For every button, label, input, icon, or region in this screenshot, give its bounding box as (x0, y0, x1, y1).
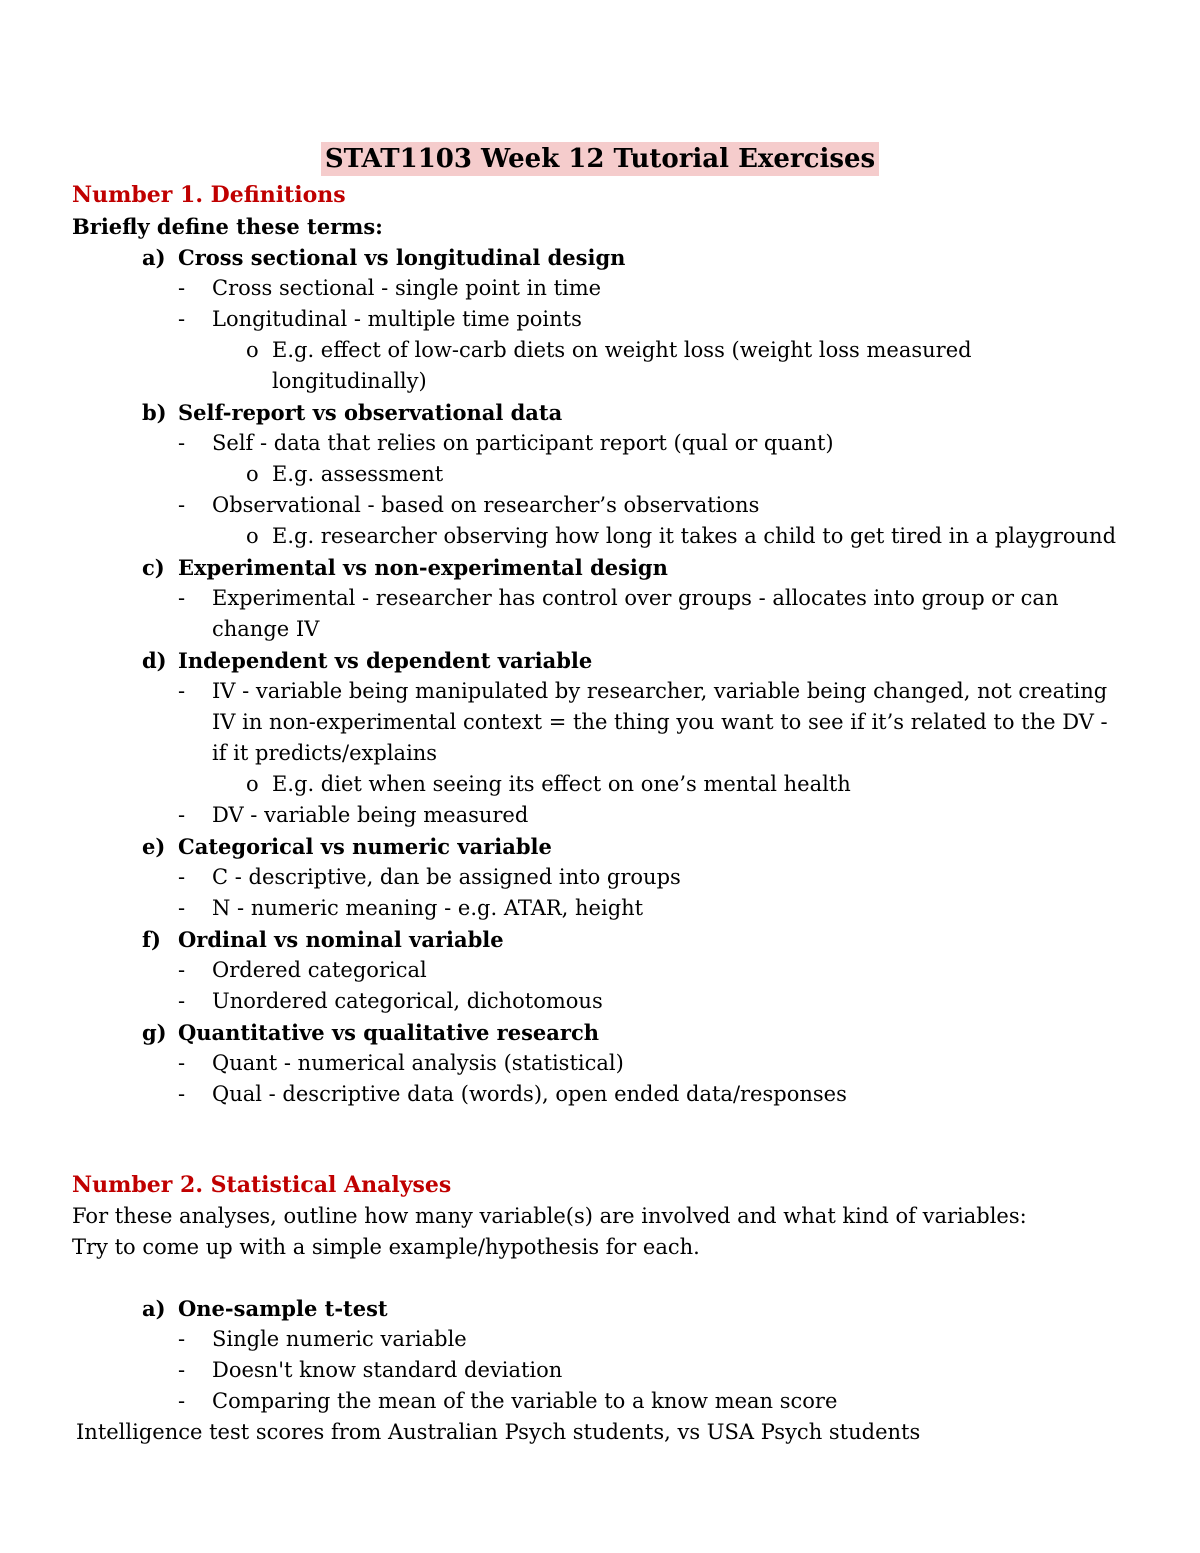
dash-bullet-icon: - (178, 493, 186, 517)
section-2-list (72, 1293, 1128, 1417)
list-item (72, 242, 1128, 273)
document-page (72, 142, 1128, 1448)
sub-bullet-text: E.g. diet when seeing its effect on one’s mental health (272, 772, 851, 796)
sub-bullet-item (72, 335, 1128, 397)
section-2-intro-2: Try to come up with a simple example/hypothesis for each. (72, 1235, 700, 1259)
bullet-item (72, 583, 1128, 645)
list-item (72, 1017, 1128, 1048)
bullet-item (72, 862, 1128, 893)
document-title: STAT1103 Week 12 Tutorial Exercises (321, 142, 879, 176)
bullet-item (72, 676, 1128, 769)
bullet-text: N - numeric meaning - e.g. ATAR, height (212, 896, 644, 920)
bullet-text: Self - data that relies on participant report (qual or quant) (212, 431, 834, 455)
dash-bullet-icon: - (178, 1389, 186, 1413)
item-title: Cross sectional vs longitudinal design (178, 245, 626, 270)
item-label: d) (142, 648, 167, 673)
spacer (72, 1110, 1128, 1170)
dash-bullet-icon: - (178, 989, 186, 1013)
bullet-item (72, 490, 1128, 521)
bullet-item (72, 1048, 1128, 1079)
bullet-text: Doesn't know standard deviation (212, 1358, 563, 1382)
list-item (72, 397, 1128, 428)
dash-bullet-icon: - (178, 1327, 186, 1351)
section-2-intro-1: For these analyses, outline how many variable(s) are involved and what kind of variables: (72, 1204, 1027, 1228)
bullet-item (72, 1079, 1128, 1110)
bullet-item (72, 955, 1128, 986)
item-title: Experimental vs non-experimental design (178, 555, 668, 580)
sub-bullet-item (72, 769, 1128, 800)
circle-bullet-icon: o (246, 524, 259, 548)
bullet-item (72, 1386, 1128, 1417)
bullet-text: Ordered categorical (212, 958, 427, 982)
section-1-intro: Briefly define these terms: (72, 214, 383, 239)
item-label: a) (142, 1296, 166, 1321)
bullet-item (72, 893, 1128, 924)
bullet-item (72, 986, 1128, 1017)
bullet-text: DV - variable being measured (212, 803, 529, 827)
bullet-text: C - descriptive, dan be assigned into groups (212, 865, 681, 889)
bullet-item (72, 304, 1128, 335)
bullet-item (72, 428, 1128, 459)
item-title: Quantitative vs qualitative research (178, 1020, 600, 1045)
bullet-item (72, 273, 1128, 304)
dash-bullet-icon: - (178, 896, 186, 920)
list-item (72, 645, 1128, 676)
dash-bullet-icon: - (178, 803, 186, 827)
bullet-item (72, 1355, 1128, 1386)
section-1-heading: Number 1. Definitions (72, 182, 346, 208)
dash-bullet-icon: - (178, 307, 186, 331)
dash-bullet-icon: - (178, 276, 186, 300)
circle-bullet-icon: o (246, 338, 259, 362)
item-title: Self-report vs observational data (178, 400, 563, 425)
sub-bullet-text: E.g. assessment (272, 462, 444, 486)
dash-bullet-icon: - (178, 1051, 186, 1075)
bullet-text: Qual - descriptive data (words), open ended data/responses (212, 1082, 847, 1106)
item-title: Categorical vs numeric variable (178, 834, 552, 859)
item-label: g) (142, 1020, 167, 1045)
item-label: e) (142, 834, 166, 859)
bullet-text: Observational - based on researcher’s observations (212, 493, 760, 517)
circle-bullet-icon: o (246, 462, 259, 486)
spacer (72, 1263, 1128, 1293)
title-container (72, 142, 1128, 176)
item-label: b) (142, 400, 167, 425)
list-item (72, 924, 1128, 955)
section-2-heading: Number 2. Statistical Analyses (72, 1172, 452, 1198)
item-label: f) (142, 927, 161, 952)
item-title: One-sample t-test (178, 1296, 388, 1321)
bullet-text: Comparing the mean of the variable to a know mean score (212, 1389, 838, 1413)
item-title: Ordinal vs nominal variable (178, 927, 504, 952)
bullet-item (72, 1324, 1128, 1355)
item-title: Independent vs dependent variable (178, 648, 593, 673)
list-item (72, 831, 1128, 862)
sub-bullet-text: E.g. effect of low-carb diets on weight loss (weight loss measured longitudinally) (272, 338, 972, 393)
list-item (72, 552, 1128, 583)
item-label: a) (142, 245, 166, 270)
sub-bullet-item (72, 521, 1128, 552)
list-item (72, 1293, 1128, 1324)
section-1-list (72, 242, 1128, 1110)
bullet-text: Quant - numerical analysis (statistical) (212, 1051, 624, 1075)
sub-bullet-text: E.g. researcher observing how long it takes a child to get tired in a playground (272, 524, 1117, 548)
dash-bullet-icon: - (178, 958, 186, 982)
dash-bullet-icon: - (178, 679, 186, 703)
bullet-text: Unordered categorical, dichotomous (212, 989, 603, 1013)
dash-bullet-icon: - (178, 1358, 186, 1382)
bullet-text: Experimental - researcher has control over groups - allocates into group or can change IV (212, 586, 1059, 641)
dash-bullet-icon: - (178, 586, 186, 610)
bullet-text: Cross sectional - single point in time (212, 276, 602, 300)
bullet-item (72, 800, 1128, 831)
dash-bullet-icon: - (178, 1082, 186, 1106)
section-2-note: Intelligence test scores from Australian Psych students, vs USA Psych students (76, 1420, 921, 1444)
bullet-text: IV - variable being manipulated by researcher, variable being changed, not creating IV in non-experimental context = the thing you want to see if it’s related to the DV - if it predicts/explains (212, 679, 1108, 765)
bullet-text: Single numeric variable (212, 1327, 467, 1351)
circle-bullet-icon: o (246, 772, 259, 796)
dash-bullet-icon: - (178, 865, 186, 889)
sub-bullet-item (72, 459, 1128, 490)
dash-bullet-icon: - (178, 431, 186, 455)
bullet-text: Longitudinal - multiple time points (212, 307, 582, 331)
item-label: c) (142, 555, 165, 580)
